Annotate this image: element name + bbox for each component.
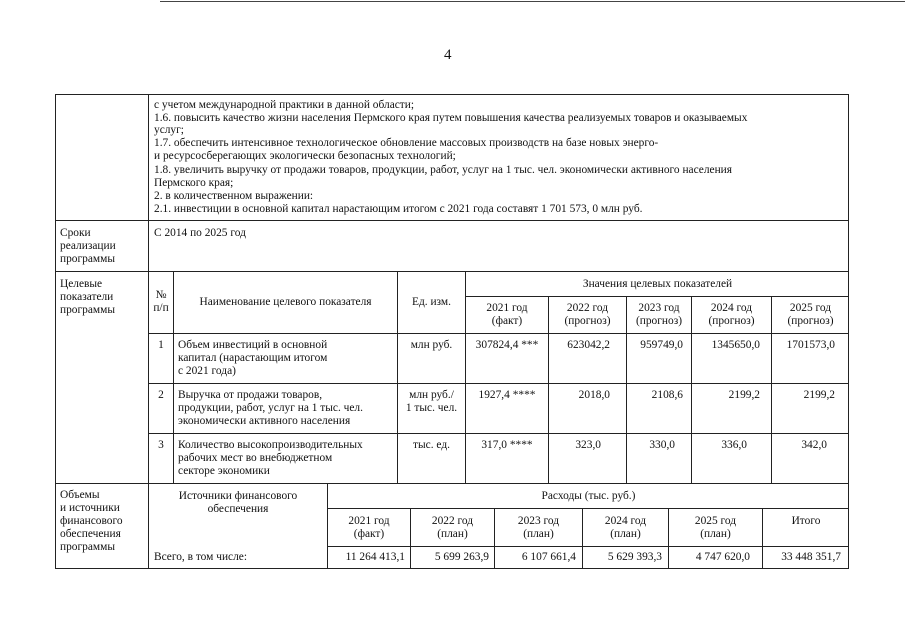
row-num: 1 <box>158 339 164 351</box>
intro-line: 1.7. обеспечить интенсивное технологическое обновление массовых производств на базе новых энерго- <box>154 137 659 149</box>
col-unit-header: Ед. изм. <box>412 296 451 308</box>
row-unit: млн руб./ <box>409 389 454 401</box>
intro-line: услуг; <box>154 124 184 136</box>
top-rule <box>160 1 905 2</box>
intro-line: 1.6. повысить качество жизни населения Пермского края путем повышения качества реализуемых товаров и оказываемых <box>154 112 748 124</box>
intro-line: 2.1. инвестиции в основной капитал нарастающим итогом с 2021 года составят 1 701 573, 0 млн руб. <box>154 203 643 215</box>
sources-header: Источники финансового <box>178 490 298 502</box>
sources-header-2: обеспечения <box>207 503 269 515</box>
expenses-header: Расходы (тыс. руб.) <box>541 490 636 502</box>
terms-value: С 2014 по 2025 год <box>154 227 246 239</box>
col-num-header: № <box>155 289 167 301</box>
row-unit-2: 1 тыс. чел. <box>405 402 458 414</box>
row-num: 3 <box>158 439 164 451</box>
total-label: Всего, в том числе: <box>154 551 247 563</box>
col-num-header-2: п/п <box>153 302 169 314</box>
row-unit: млн руб. <box>410 339 453 351</box>
intro-line: и ресурсосберегающих экологически безопасных технологий; <box>154 150 456 162</box>
intro-line: 1.8. увеличить выручку от продажи товаров, продукции, работ, услуг на 1 тыс. чел. экономически активного населения <box>154 164 733 176</box>
intro-line: с учетом международной практики в данной области; <box>154 99 415 111</box>
intro-line: Пермского края; <box>154 177 234 189</box>
col-name-header: Наименование целевого показателя <box>199 296 372 308</box>
row-num: 2 <box>158 389 164 401</box>
intro-line: 2. в количественном выражении: <box>154 190 314 202</box>
values-header: Значения целевых показателей <box>582 278 733 290</box>
row-unit: тыс. ед. <box>413 439 450 451</box>
page-number: 4 <box>444 47 452 63</box>
